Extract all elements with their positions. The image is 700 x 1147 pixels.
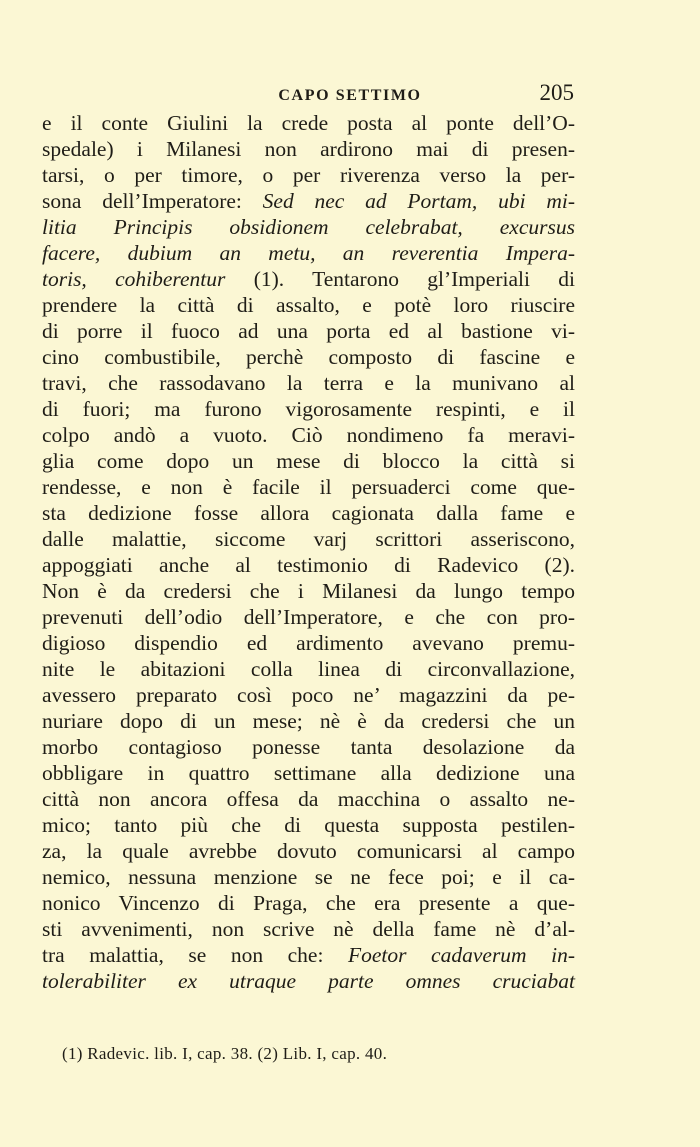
text-line [42,110,575,136]
text-segment: sta dedizione fosse allora cagionata dalla fame e [42,501,575,525]
text-line [42,474,575,500]
text-segment: sti avvenimenti, non scrive nè della fame nè d’al- [42,917,575,941]
text-line [42,344,575,370]
text-line [42,396,575,422]
text-segment: spedale) i Milanesi non ardirono mai di presen- [42,137,575,161]
text-line [42,734,575,760]
text-segment: mico; tanto più che di questa supposta pestilen- [42,813,575,837]
text-line [42,968,575,994]
text-line [42,656,575,682]
text-line [42,292,575,318]
text-line [42,786,575,812]
body-text [42,110,575,994]
footnotes: (1) Radevic. lib. I, cap. 38. (2) Lib. I, cap. 40. [62,1044,388,1063]
text-segment: avessero preparato così poco ne’ magazzini da pe- [42,683,575,707]
text-line [42,318,575,344]
text-segment: appoggiati anche al testimonio di Radevico (2). [42,553,575,577]
text-segment: nite le abitazioni colla linea di circonvallazione, [42,657,575,681]
text-segment: nuriare dopo di un mese; nè è da credersi che un [42,709,575,733]
text-line [42,214,575,240]
latin-quote-segment: litia Principis obsidionem celebrabat, excursus [42,215,575,239]
text-segment: nonico Vincenzo di Praga, che era presente a que- [42,891,575,915]
running-title: CAPO SETTIMO [278,87,422,104]
text-line [42,838,575,864]
text-segment: (1). Tentarono gl’Imperiali di [225,267,575,291]
text-segment: città non ancora offesa da macchina o assalto ne- [42,787,575,811]
text-line [42,760,575,786]
text-line [42,370,575,396]
text-segment: Non è da credersi che i Milanesi da lungo tempo [42,579,575,603]
latin-quote-segment: Foetor cadaverum in- [348,943,576,967]
latin-quote-segment: toris, cohiberentur [42,267,226,291]
page-number: 205 [539,80,574,105]
text-line [42,916,575,942]
text-segment: tarsi, o per timore, o per riverenza verso la per- [42,163,575,187]
text-segment: prevenuti dell’odio dell’Imperatore, e che con pro- [42,605,575,629]
text-line [42,942,575,968]
text-segment: di porre il fuoco ad una porta ed al bastione vi- [42,319,575,343]
text-line [42,604,575,630]
text-segment: colpo andò a vuoto. Ciò nondimeno fa meravi- [42,423,575,447]
text-line [42,162,575,188]
text-line [42,682,575,708]
text-segment: obbligare in quattro settimane alla dedizione una [42,761,575,785]
text-line [42,240,575,266]
text-line [42,812,575,838]
text-segment: dalle malattie, siccome varj scrittori asseriscono, [42,527,575,551]
text-segment: nemico, nessuna menzione se ne fece poi; e il ca- [42,865,575,889]
text-segment: prendere la città di assalto, e potè loro riuscire [42,293,575,317]
text-line [42,266,575,292]
text-line [42,578,575,604]
text-segment: travi, che rassodavano la terra e la munivano al [42,371,575,395]
text-line [42,890,575,916]
text-segment: za, la quale avrebbe dovuto comunicarsi al campo [42,839,575,863]
text-line [42,188,575,214]
latin-quote-segment: Sed nec ad Portam, ubi mi- [262,189,575,213]
text-line [42,552,575,578]
text-line [42,864,575,890]
text-line [42,448,575,474]
text-segment: e il conte Giulini la crede posta al ponte dell’O- [42,111,575,135]
latin-quote-segment: facere, dubium an metu, an reverentia Impera- [42,241,575,265]
text-line [42,500,575,526]
text-segment: morbo contagioso ponesse tanta desolazione da [42,735,575,759]
text-segment: tra malattia, se non che: [42,943,348,967]
text-segment: rendesse, e non è facile il persuaderci come que- [42,475,575,499]
text-segment: di fuori; ma furono vigorosamente respinti, e il [42,397,575,421]
text-segment: sona dell’Imperatore: [42,189,263,213]
text-line [42,708,575,734]
text-segment: glia come dopo un mese di blocco la città si [42,449,575,473]
text-line [42,630,575,656]
text-line [42,422,575,448]
text-segment: digioso dispendio ed ardimento avevano premu- [42,631,575,655]
text-line [42,526,575,552]
text-line [42,136,575,162]
latin-quote-segment: tolerabiliter ex utraque parte omnes cruciabat [42,969,575,993]
text-segment: cino combustibile, perchè composto di fascine e [42,345,575,369]
